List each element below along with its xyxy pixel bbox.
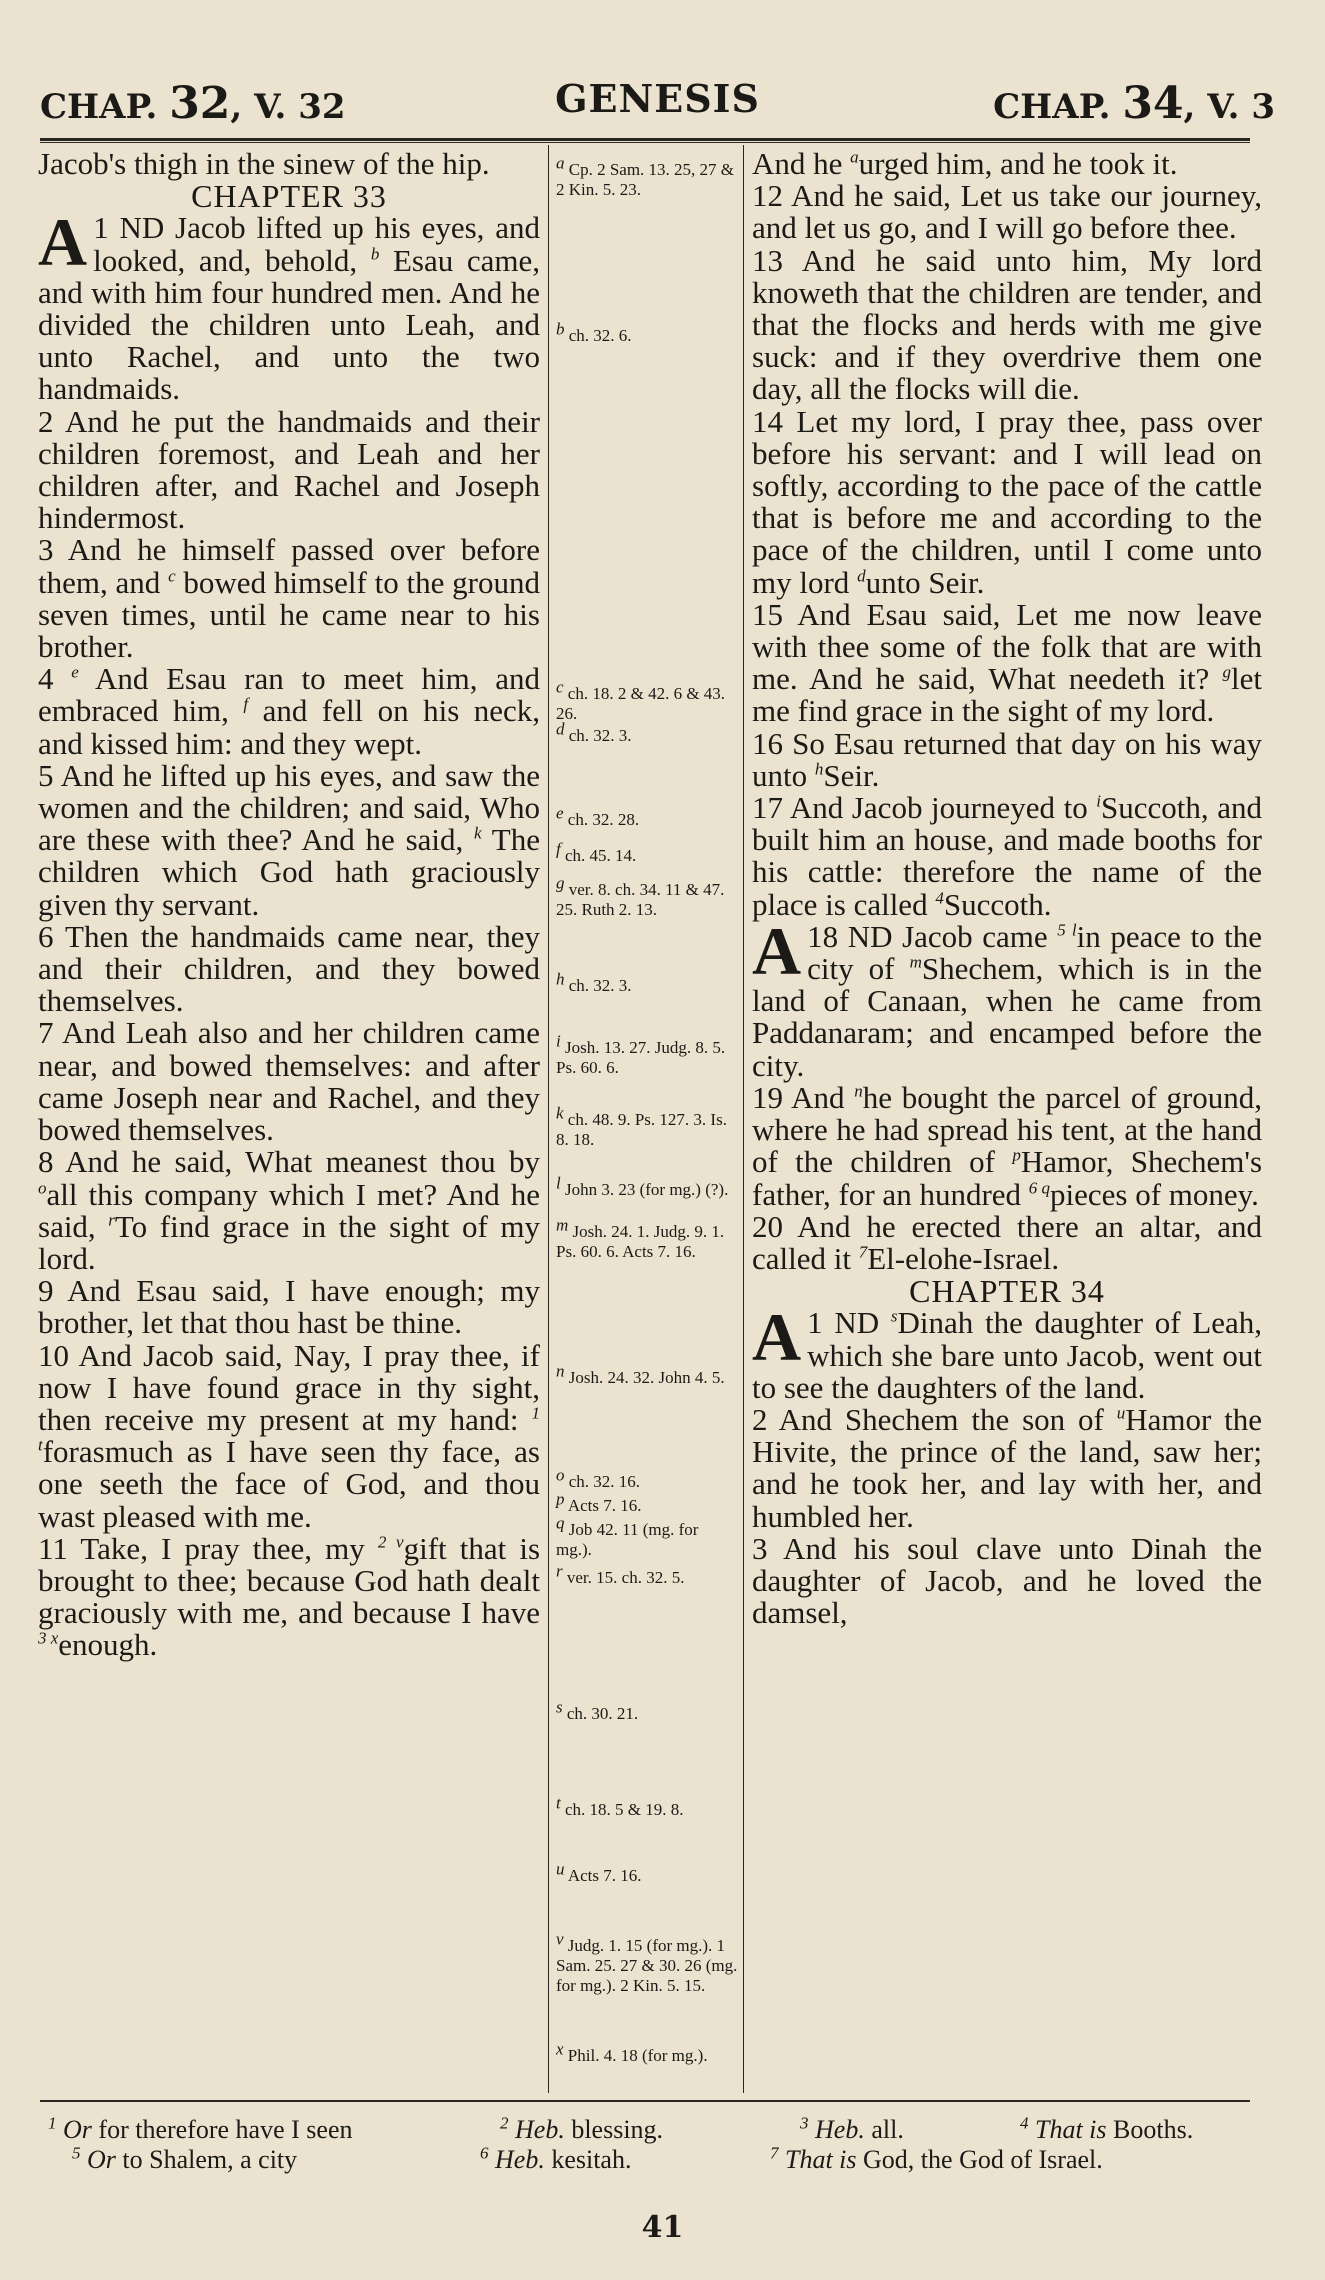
verse-33-5 [38,757,540,922]
margin-ref-letter: q [556,1513,565,1533]
margin-ref-letter: h [556,969,565,989]
cross-ref-mark: g [1222,662,1231,682]
verse-33-12: 12 And he said, Let us take our journey, and let us go, and I will go before thee. [752,178,1262,246]
cross-ref-mark: 7 [858,1242,868,1262]
verse-text: all this company which I met? And he said, [38,1176,540,1244]
margin-ref-text: Judg. 1. 15 (for mg.). 1 Sam. 25. 27 & 30. 26 (mg. for mg.). 2 Kin. 5. 15. [556,1936,738,1995]
margin-ref-letter: p [556,1489,565,1509]
footnote-number: 5 [72,2143,81,2163]
cross-ref-mark: a [850,148,859,167]
header-left-chapter: 32 [169,78,231,129]
footnote-number: 1 [48,2113,57,2133]
margin-ref-text: ch. 32. 28. [567,810,640,829]
right-text-column [752,148,1262,2093]
page-number: 41 [641,2210,684,2245]
verse-33-15 [752,596,1262,729]
cross-ref-mark: f [243,695,249,715]
cross-ref-mark: 2 v [377,1532,404,1552]
cross-ref-mark: n [854,1081,863,1101]
verse-text: enough. [58,1627,158,1663]
cross-ref-mark: b [370,244,380,264]
cross-ref-mark: 5 l [1057,920,1077,940]
verse-33-20 [752,1208,1262,1276]
verse-text: he bought the parcel of ground, where he had spread his tent, at the hand of the children of [752,1079,1262,1180]
verse-34-2 [752,1401,1262,1534]
margin-ref-text: Acts 7. 16. [567,1866,642,1885]
margin-ref-letter: v [556,1929,564,1949]
footnote-abbrev: That is [1035,2115,1107,2144]
margin-note [556,1561,738,1588]
cross-ref-mark: i [1096,791,1102,811]
cross-ref-mark: p [1012,1145,1021,1165]
footnote-6 [480,2145,631,2175]
margin-note [556,719,738,746]
footnote-rule [40,2100,1250,2102]
verse-text: The children which God hath graciously given thy servant. [38,822,540,922]
header-left-prefix: CHAP. [40,87,158,127]
drop-cap: A [38,204,88,281]
margin-ref-text: ch. 48. 9. Ps. 127. 3. Is. 8. 18. [556,1110,727,1149]
verse-33-11-cont [752,148,1262,180]
verse-number: 1 [807,1305,823,1341]
verse-text: 11 Take, I pray thee, my [38,1530,365,1566]
margin-ref-letter: m [556,1215,569,1235]
verse-text: El-elohe-Israel. [867,1240,1060,1276]
cross-ref-mark: m [909,952,922,972]
margin-ref-letter: r [556,1561,563,1581]
margin-ref-text: ver. 15. ch. 32. 5. [566,1568,685,1587]
verse-text: 10 And Jacob said, Nay, I pray thee, if now I have found grace in thy sight, then receive my present at my hand: [38,1337,540,1437]
cross-ref-mark: k [474,823,482,843]
footnote-text: blessing. [571,2115,664,2144]
verse-text: Esau came, and with him four hundred men. And he divided the children unto Leah, and unto Rachel, and unto the two handmaids. [38,242,540,407]
verse-text: 19 And [752,1079,845,1115]
cross-ref-mark: c [168,566,176,586]
margin-note [556,1489,738,1516]
verse-text: 17 And Jacob journeyed to [752,790,1088,826]
verse-text: gift that is brought to thee; because God hath dealt graciously with me, and because I have [38,1530,540,1631]
verse-text: Hamor, Shechem's father, for an hundred [752,1144,1262,1212]
header-right-prefix: CHAP. [993,87,1111,127]
footnote-3 [800,2115,904,2145]
margin-note [556,153,738,200]
chapter-34-heading: CHAPTER 34 [909,1273,1105,1310]
cross-ref-mark: 3 x [38,1629,59,1649]
margin-ref-text: ch. 30. 21. [566,1704,639,1723]
margin-note [556,873,738,920]
margin-ref-text: Josh. 24. 32. John 4. 5. [568,1368,725,1387]
footnote-7 [770,2145,1103,2175]
footnote-abbrev: Or [63,2115,92,2144]
margin-ref-letter: a [556,153,565,173]
verse-33-9: 9 And Esau said, I have enough; my brother, let that thou hast be thine. [38,1273,540,1341]
footnote-2 [500,2115,663,2145]
verse-33-18 [752,912,1262,1083]
margin-ref-letter: d [556,719,565,739]
header-rule-thin [40,142,1250,143]
margin-note [556,1215,738,1262]
verse-33-1 [38,204,540,407]
footnote-text: God, the God of Israel. [863,2145,1103,2174]
running-header [40,70,1275,130]
verse-text: Succoth, and built him an house, and made booths for his cattle: therefore the name of the place is called [752,790,1262,922]
margin-note [556,319,738,346]
verse-33-16 [752,725,1262,793]
header-right-verse: , V. 3 [1183,87,1275,127]
verse-text: Shechem, which is in the land of Canaan, when he came from Paddanaram; and encamped before the city. [752,951,1262,1083]
verse-text: 2 And Shechem the son of [752,1401,1104,1437]
margin-ref-letter: x [556,2039,564,2059]
header-right-reference [993,78,1275,129]
verse-text: Seir. [823,757,880,793]
verse-number: 1 [93,210,109,246]
footnote-number: 7 [770,2143,779,2163]
verse-text: 8 And he said, What meanest thou by [38,1144,540,1180]
margin-ref-text: ch. 32. 3. [568,976,632,995]
footnote-text: to Shalem, a city [122,2145,298,2174]
footnote-abbrev: Heb. [495,2145,545,2174]
footnote-number: 4 [1020,2113,1029,2133]
verse-text: Dinah the daughter of Leah, which she bare unto Jacob, went out to see the daughters of the land. [752,1305,1262,1405]
margin-note [556,1929,738,1996]
header-right-chapter: 34 [1122,78,1184,129]
footnote-abbrev: That is [785,2145,857,2174]
margin-note [556,969,738,996]
left-text-column [38,148,540,2093]
margin-note [556,803,738,830]
cross-ref-mark: 6 q [1028,1178,1051,1198]
margin-ref-text: ch. 32. 6. [568,326,632,345]
verse-text: 5 And he lifted up his eyes, and saw the women and the children; and said, Who are these with thee? And he said, [38,757,540,858]
verse-33-7: 7 And Leah also and her children came near, and bowed themselves: and after came Joseph near and Rachel, and they bowed themselves. [38,1015,540,1148]
margin-note [556,1173,738,1200]
footnote-abbrev: Or [87,2145,116,2174]
margin-ref-text: Job 42. 11 (mg. for mg.). [556,1520,699,1559]
cross-ref-mark: o [38,1178,47,1198]
verse-34-3: 3 And his soul clave unto Dinah the daughter of Jacob, and he loved the damsel, [752,1530,1262,1631]
footnote-abbrev: Heb. [515,2115,565,2144]
header-left-verse: , V. 32 [230,87,346,127]
margin-ref-letter: k [556,1103,564,1123]
verse-text: ND [834,1305,880,1341]
margin-note [556,1465,738,1492]
column-divider-left [548,145,549,2093]
verse-33-2: 2 And he put the handmaids and their children foremost, and Leah and her children after, and Rachel and Joseph hindermost. [38,403,540,536]
footnote-1 [48,2115,352,2145]
margin-ref-text: Josh. 13. 27. Judg. 8. 5. Ps. 60. 6. [556,1038,726,1077]
footnotes [40,2115,1280,2205]
footnote-abbrev: Heb. [815,2115,865,2144]
verse-number: 18 [807,918,839,954]
margin-note [556,839,738,866]
verse-33-3 [38,534,540,663]
chapter-33-heading: CHAPTER 33 [191,178,387,215]
header-rule [40,138,1250,141]
margin-ref-letter: t [556,1793,561,1813]
verse-text: ND Jacob came [847,918,1048,954]
verse-text: 14 Let my lord, I pray thee, pass over before his servant: and I will lead on softly, according to the pace of the cattle that is before me and according to the pace of the children, until I come unto my lord [752,403,1262,600]
footnote-4 [1020,2115,1193,2145]
margin-ref-letter: e [556,803,564,823]
verse-text: 16 So Esau returned that day on his way unto [752,725,1262,793]
margin-note [556,1361,738,1388]
margin-ref-text: Acts 7. 16. [567,1496,642,1515]
cross-ref-mark: s [890,1306,898,1326]
margin-ref-text: Josh. 24. 1. Judg. 9. 1. Ps. 60. 6. Acts 7. 16. [556,1222,725,1261]
verse-33-10 [38,1337,540,1534]
margin-ref-letter: u [556,1859,565,1879]
footnote-text: kesitah. [551,2145,632,2174]
margin-ref-letter: g [556,873,565,893]
footnote-text: Booths. [1113,2115,1194,2144]
margin-note [556,1103,738,1150]
margin-ref-letter: i [556,1031,561,1051]
verse-33-13: 13 And he said unto him, My lord knoweth that the children are tender, and that the flocks and herds with me give suck: and if they overdrive them one day, all the flocks will die. [752,242,1262,407]
verse-33-4 [38,663,540,760]
cross-ref-mark: d [857,566,866,586]
verse-text: And Esau ran to meet him, and embraced him, [38,661,540,729]
cross-reference-margin [556,150,738,2090]
verse-text: unto Seir. [865,564,985,600]
footnote-5 [72,2145,297,2175]
margin-ref-letter: l [556,1173,561,1193]
verse-text: 15 And Esau said, Let me now leave with thee some of the folk that are with me. And he said, What needeth it? [752,596,1262,697]
column-divider-right [743,145,744,2093]
verse-text: and fell on his neck, and kissed him: and they wept. [38,693,540,761]
margin-note [556,2039,738,2066]
verse-33-11 [38,1530,540,1663]
margin-note [556,1031,738,1078]
verse-33-8 [38,1146,540,1275]
verse-33-6: 6 Then the handmaids came near, they and their children, and they bowed themselves. [38,918,540,1019]
margin-ref-letter: o [556,1465,565,1485]
margin-ref-text: ch. 32. 3. [568,726,632,745]
margin-ref-text: ch. 32. 16. [568,1472,641,1491]
margin-ref-text: Phil. 4. 18 (for mg.). [567,2046,708,2065]
footnote-text: for therefore have I seen [98,2115,353,2144]
verse-text: 3 And he himself passed over before them, and [38,532,540,600]
footnote-number: 6 [480,2143,489,2163]
margin-note [556,1859,738,1886]
margin-ref-letter: f [556,839,561,859]
cross-ref-mark: r [108,1210,115,1230]
verse-text: Hamor the Hivite, the prince of the land, saw her; and he took her, and lay with her, and humbled her. [752,1401,1262,1534]
verse-number: 4 [38,661,54,697]
margin-note [556,1697,738,1724]
cross-ref-mark: e [71,662,79,682]
cross-ref-mark: 1 t [38,1403,540,1455]
margin-note [556,677,738,724]
verse-text: bowed himself to the ground seven times, until he came near to his brother. [38,564,540,665]
margin-ref-text: ch. 18. 5 & 19. 8. [564,1800,684,1819]
margin-ref-text: ver. 8. ch. 34. 11 & 47. 25. Ruth 2. 13. [556,880,725,919]
verse-33-17 [752,792,1262,921]
margin-note [556,1793,738,1820]
book-title: GENESIS [555,76,760,121]
verse-33-14 [752,403,1262,600]
margin-ref-letter: n [556,1361,565,1381]
margin-ref-text: Cp. 2 Sam. 13. 25, 27 & 2 Kin. 5. 23. [556,160,735,199]
verse-text: urged him, and he took it. [858,148,1178,181]
verse-text: And he [752,148,843,181]
cross-ref-mark: h [814,759,824,779]
verse-text: Succoth. [943,886,1052,922]
margin-ref-text: John 3. 23 (for mg.) (?). [564,1180,729,1199]
verse-33-19 [752,1079,1262,1212]
verse-continuation: Jacob's thigh in the sinew of the hip. [38,148,490,181]
verse-text: in peace to the city of [807,918,1262,987]
margin-ref-letter: s [556,1697,563,1717]
margin-ref-text: ch. 45. 14. [564,846,637,865]
margin-ref-letter: c [556,677,564,697]
footnote-number: 3 [800,2113,809,2133]
verse-text: let me find grace in the sight of my lord. [752,661,1262,729]
drop-cap: A [752,1299,802,1376]
drop-cap: A [752,912,802,989]
cross-ref-mark: 4 [935,888,944,908]
verse-text: pieces of money. [1050,1176,1259,1212]
footnote-text: all. [871,2115,904,2144]
margin-ref-letter: b [556,319,565,339]
margin-note [556,1513,738,1560]
verse-text: 20 And he erected there an altar, and called it [752,1208,1262,1276]
footnote-number: 2 [500,2113,509,2133]
margin-ref-text: ch. 18. 2 & 42. 6 & 43. 26. [556,684,726,723]
verse-text: ND Jacob lifted up his eyes, and looked, and, behold, [93,210,540,278]
cross-ref-mark: u [1116,1403,1126,1423]
verse-34-1 [752,1299,1262,1405]
verse-text: forasmuch as I have seen thy face, as one seeth the face of God, and thou wast pleased with me. [38,1434,540,1534]
verse-text: To find grace in the sight of my lord. [38,1208,540,1276]
